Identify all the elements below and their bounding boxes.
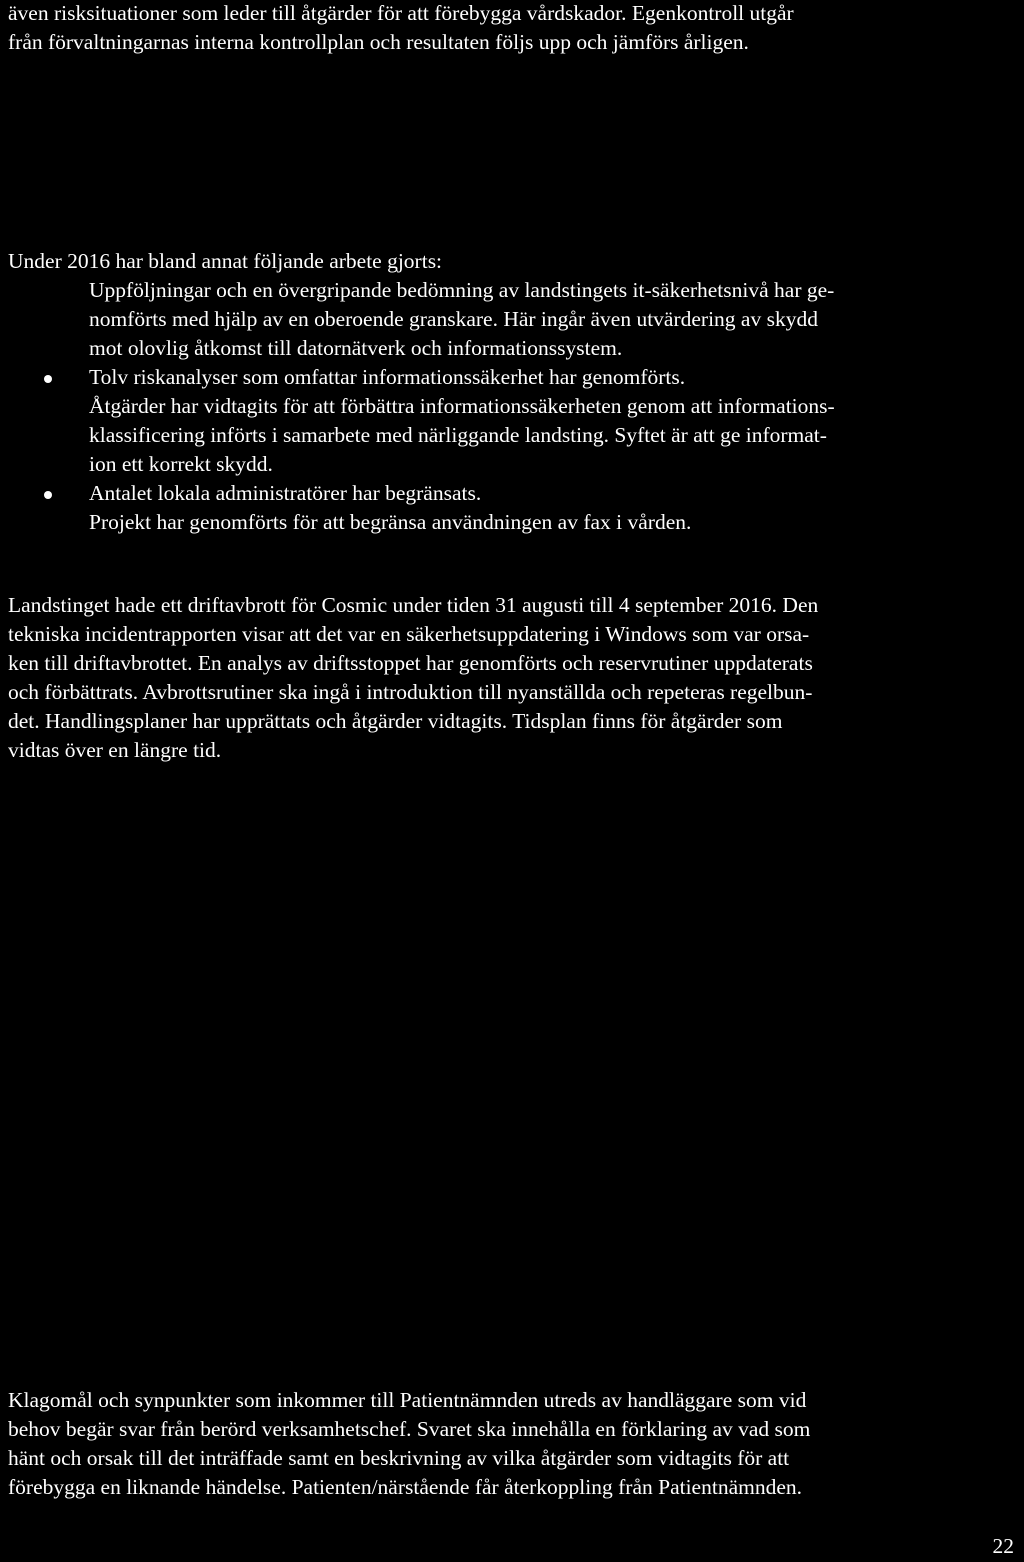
list-item-line: Åtgärder har vidtagits för att förbättra informationssäkerheten genom att informations-	[89, 394, 835, 418]
list-item-line: mot olovlig åtkomst till datornätverk och informationssystem.	[89, 336, 623, 360]
paragraph-line: hänt och orsak till det inträffade samt en beskrivning av vilka åtgärder som vidtagits för att	[8, 1446, 790, 1470]
list-item	[8, 276, 1020, 363]
list-item-line: Tolv riskanalyser som omfattar informationssäkerhet har genomförts.	[89, 365, 686, 389]
paragraph-line: tekniska incidentrapporten visar att det var en säkerhetsuppdatering i Windows som var orsa-	[8, 622, 810, 646]
list-item	[8, 479, 1020, 508]
list-item-line: Projekt har genomförts för att begränsa användningen av fax i vården.	[89, 510, 692, 534]
bullet-icon	[44, 375, 52, 383]
paragraph-line: från förvaltningarnas interna kontrollplan och resultaten följs upp och jämförs årligen.	[8, 30, 749, 54]
complaints-paragraph	[8, 1386, 1008, 1502]
list-item	[8, 363, 1020, 392]
list-item	[8, 392, 1020, 479]
work-list-intro: Under 2016 har bland annat följande arbete gjorts:	[8, 249, 443, 273]
list-item	[8, 508, 1020, 537]
paragraph-line: det. Handlingsplaner har upprättats och åtgärder vidtagits. Tidsplan finns för åtgärder som	[8, 709, 783, 733]
page-number: 22	[992, 1534, 1014, 1558]
paragraph-line: behov begär svar från berörd verksamhetschef. Svaret ska innehålla en förklaring av vad som	[8, 1417, 811, 1441]
paragraph-line: och förbättrats. Avbrottsrutiner ska ingå i introduktion till nyanställda och repeteras regelbun-	[8, 680, 813, 704]
list-item-line: Antalet lokala administratörer har begränsats.	[89, 481, 482, 505]
cosmic-outage-paragraph	[8, 591, 1008, 765]
paragraph-line: förebygga en liknande händelse. Patienten/närstående får återkoppling från Patientnämnden.	[8, 1475, 803, 1499]
paragraph-line: Landstinget hade ett driftavbrott för Cosmic under tiden 31 augusti till 4 september 2016. Den	[8, 593, 819, 617]
paragraph-line: vidtas över en längre tid.	[8, 738, 222, 762]
list-item-line: nomförts med hjälp av en oberoende granskare. Här ingår även utvärdering av skydd	[89, 307, 818, 331]
paragraph-line: Klagomål och synpunkter som inkommer till Patientnämnden utreds av handläggare som vid	[8, 1388, 807, 1412]
bullet-icon	[44, 491, 52, 499]
work-list	[8, 247, 1020, 537]
paragraph-line: även risksituationer som leder till åtgärder för att förebygga vårdskador. Egenkontroll utgår	[8, 1, 794, 25]
list-item-line: Uppföljningar och en övergripande bedömning av landstingets it-säkerhetsnivå har ge-	[89, 278, 835, 302]
top-paragraph	[8, 0, 1008, 57]
list-item-line: ion ett korrekt skydd.	[89, 452, 273, 476]
paragraph-line: ken till driftavbrottet. En analys av driftsstoppet har genomförts och reservrutiner uppdaterats	[8, 651, 813, 675]
list-item-line: klassificering införts i samarbete med närliggande landsting. Syftet är att ge informat-	[89, 423, 827, 447]
